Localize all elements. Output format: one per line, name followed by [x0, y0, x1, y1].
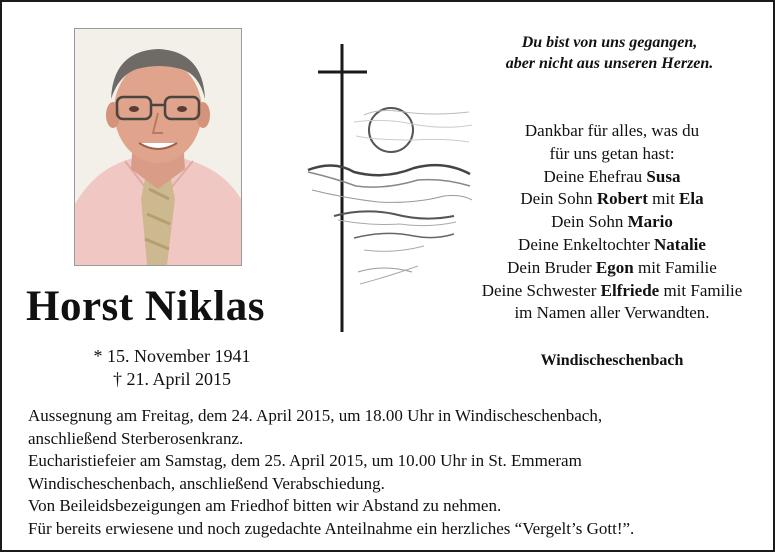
relative-line: Dein Sohn Robert mit Ela	[520, 189, 704, 209]
service-line: Windischeschenbach, anschließend Verabschiedung.	[28, 473, 385, 493]
relative-line: Deine Ehefrau Susa	[543, 166, 681, 186]
quote-line-2: aber nicht aus unseren Herzen.	[505, 55, 714, 72]
sun-icon	[369, 108, 413, 152]
service-line: anschließend Sterberosenkranz.	[28, 428, 244, 448]
place-name: Windischeschenbach	[540, 352, 684, 369]
birth-date: * 15. November 1941	[93, 346, 251, 366]
service-line: Von Beileidsbezeigungen am Friedhof bitten wir Abstand zu nehmen.	[28, 496, 502, 515]
thanks-closing: im Namen aller Verwandten.	[514, 303, 710, 323]
life-dates	[72, 345, 272, 391]
portrait-image	[75, 29, 241, 265]
relative-line: Deine Enkeltochter Natalie	[518, 234, 706, 254]
thanks-line-2: für uns getan hast:	[549, 143, 675, 163]
service-line: Aussegnung am Freitag, dem 24. April 2015, um 18.00 Uhr in Windischeschenbach,	[28, 406, 603, 425]
memorial-quote	[467, 32, 752, 74]
service-details	[28, 405, 768, 540]
relative-line: Dein Sohn Mario	[551, 212, 673, 232]
relative-line: Dein Bruder Egon mit Familie	[507, 257, 717, 277]
death-date: † 21. April 2015	[112, 369, 231, 389]
quote-line-1: Du bist von uns gegangen,	[521, 34, 698, 51]
deceased-name: Horst Niklas	[26, 283, 265, 330]
service-line: Eucharistiefeier am Samstag, dem 25. April 2015, um 10.00 Uhr in St. Emmeram	[28, 451, 582, 470]
service-line: Für bereits erwiesene und noch zugedachte Anteilnahme ein herzliches “Vergelt’s Gott!”.	[28, 518, 635, 538]
portrait-photo	[74, 28, 242, 266]
relative-line: Deine Schwester Elfriede mit Familie	[481, 280, 743, 300]
thanks-line-1: Dankbar für alles, was du	[524, 121, 700, 140]
mourners-list	[447, 120, 775, 325]
